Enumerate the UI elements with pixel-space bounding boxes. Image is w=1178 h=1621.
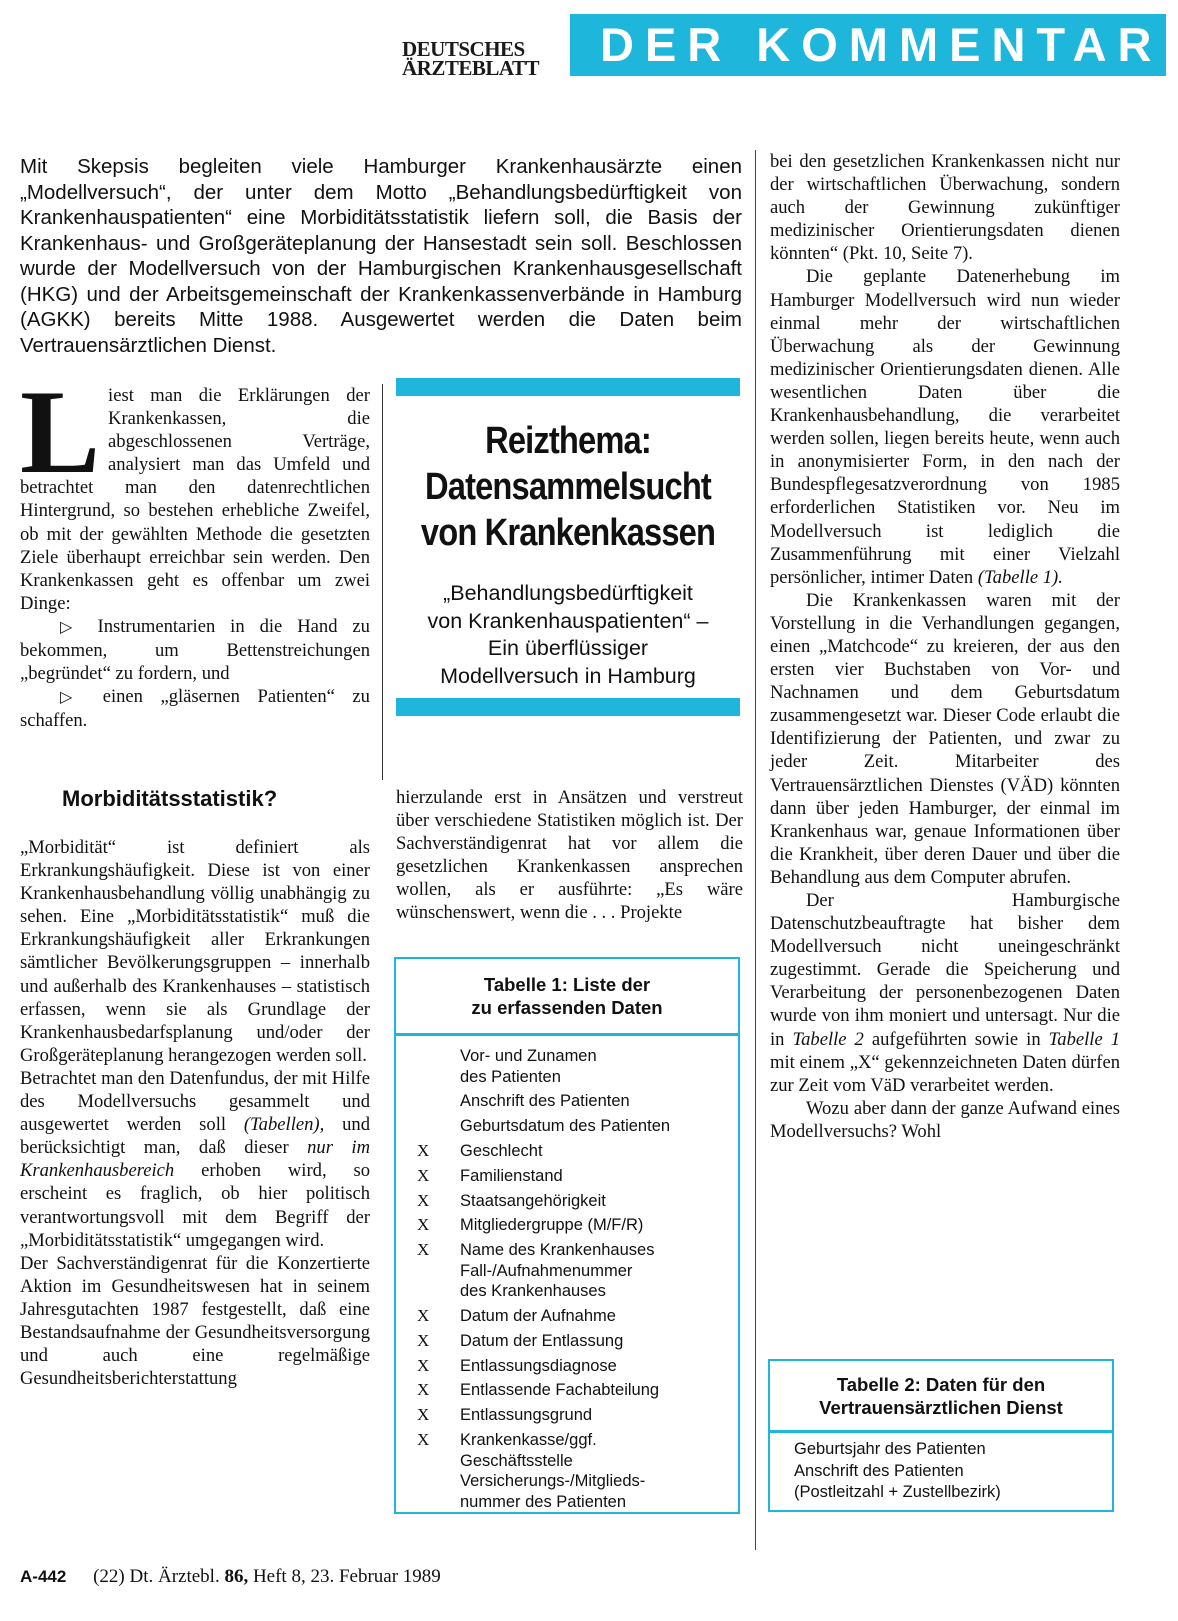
accent-bar bbox=[396, 378, 740, 396]
text-run: Betrachtet man den Datenfundus, der mit Hilfe des Modellversuchs gesammelt und ausgewertet werden soll bbox=[20, 1067, 370, 1136]
page-footer bbox=[20, 1566, 441, 1588]
masthead-line2: ÄRZTEBLATT bbox=[402, 56, 539, 80]
article-paragraph: Die Krankenkassen waren mit der Vorstellung in die Verhandlungen gegangen, einen „Matchcode“ zu kreieren, der aus den ersten vier Buchstaben von Vor- und Nachnamen und dem Geburtsdatum zusammengesetzt war. Dieser Code erlaubt die Identifizierung der Patienten, und zwar zu jeder Zeit. Mitarbeiter des Vertrauensärztlichen Dienstes (VÄD) könnten dann über jeden Hamburger, der einmal im Krankenhaus war, genaue Informationen über die Krankheit, über deren Dauer und über die Behandlung aus dem Computer abrufen. bbox=[770, 589, 1120, 888]
subheadline-line: „Behandlungsbedürftigkeit bbox=[443, 581, 693, 605]
column-divider bbox=[755, 150, 756, 1550]
headline-line: von Krankenkassen bbox=[420, 512, 716, 554]
table-body bbox=[396, 1036, 738, 1512]
x-mark: X bbox=[417, 1240, 430, 1260]
table-cell: Geburtsdatum des Patienten bbox=[460, 1117, 671, 1136]
table-cell: Staatsangehörigkeit bbox=[460, 1191, 606, 1210]
table-row bbox=[396, 1380, 738, 1401]
text-run: und berücksichtigt man, daß dieser bbox=[20, 1114, 370, 1159]
table-row bbox=[396, 1046, 738, 1087]
table-cell: Krankenkasse/ggf. bbox=[460, 1430, 597, 1449]
masthead-logo bbox=[402, 37, 557, 80]
table-cell: Geburtsjahr des Patienten bbox=[794, 1440, 986, 1458]
table-cell: Geschäftsstelle bbox=[460, 1451, 573, 1470]
x-mark: X bbox=[417, 1429, 430, 1449]
table-cell: nummer des Patienten bbox=[460, 1492, 627, 1511]
data-table-2 bbox=[768, 1359, 1114, 1512]
article-paragraph bbox=[770, 889, 1120, 1097]
table-cell: Geschlecht bbox=[460, 1141, 543, 1160]
citation-text: (22) Dt. Ärztebl. bbox=[93, 1566, 220, 1587]
bullet-text: Instrumentarien in die Hand zu bekommen, um Bettenstreichungen „begründet“ zu fordern, und bbox=[20, 615, 370, 685]
emphasis-text: Tabelle 2 bbox=[792, 1028, 864, 1050]
table-title-line: zu erfassenden Daten bbox=[471, 997, 663, 1018]
article-paragraph: bei den gesetzlichen Krankenkassen nicht nur der wirtschaftlichen Überwachung, sondern auch der Gewinnung zukünftiger medizinischer Orientierungsdaten dienen könnten“ (Pkt. 10, Seite 7). bbox=[770, 151, 1120, 265]
text-run: Die geplante Datenerhebung im Hamburger Modellversuch wird nun wieder einmal mehr der wirtschaftlichen Überwachung als der Gewinnung medizinischer Orientierungsdaten dienen. Alle wesentlichen Daten über die Krankenhausbehandlung, die verarbeitet werden sollen, liegen bereits heute, wenn auch in anonymisierter Form, in den nach der Bundespflegesatzverordnung von 1985 erforderlichen Statistiken vor. Neu im Modellversuch ist lediglich die Zusammenführung mit einer Vielzahl persönlicher, intimer Daten bbox=[770, 266, 1120, 588]
article-headline bbox=[415, 418, 721, 556]
article-paragraph: „Morbidität“ ist definiert als Erkrankungshäufigkeit. Diese ist von einer Krankenhausbehandlung völlig unabhängig zu sehen. Eine „Morbiditätsstatistik“ muß die Erkrankungshäufigkeit aller Erkrankungen sämtlicher Bevölkerungsgruppen – innerhalb und außerhalb des Krankenhauses – statistisch erfassen, wenn sie als Grundlage der Krankenhausbedarfsplanung und/oder der Großgeräteplanung herangezogen werden soll. bbox=[20, 837, 370, 1066]
accent-bar bbox=[396, 698, 740, 716]
page-number: A-442 bbox=[20, 1567, 67, 1586]
x-mark: X bbox=[417, 1140, 430, 1160]
headline-line: Reizthema: bbox=[485, 420, 651, 462]
emphasis-text: nur im Krankenhausbereich bbox=[20, 1137, 370, 1182]
x-mark: X bbox=[417, 1190, 430, 1210]
headline-line: Datensammelsucht bbox=[425, 466, 711, 508]
table-cell: des Krankenhauses bbox=[460, 1282, 606, 1301]
table-cell: Datum der Aufnahme bbox=[460, 1307, 616, 1326]
citation-text: Heft 8, 23. Februar 1989 bbox=[252, 1566, 441, 1587]
table-row bbox=[396, 1331, 738, 1352]
article-column-2 bbox=[396, 786, 743, 925]
section-banner: DER KOMMENTAR bbox=[570, 14, 1166, 76]
table-row bbox=[396, 1405, 738, 1426]
table-cell: Mitgliedergruppe (M/F/R) bbox=[460, 1216, 644, 1235]
table-cell: Entlassungsgrund bbox=[460, 1406, 593, 1425]
table-row bbox=[396, 1240, 738, 1302]
table-title bbox=[396, 959, 738, 1036]
text-run: mit einem „X“ gekennzeichneten Daten dürfen zur Zeit vom VäD verarbeitet werden. bbox=[770, 1051, 1120, 1096]
text-run: erhoben wird, so erscheint es fraglich, ob hier politisch verantwortungsvoll mit dem Begriff der „Morbiditätsstatistik“ umgegangen wird. bbox=[20, 1160, 370, 1251]
table-row bbox=[396, 1356, 738, 1377]
table-title-line: Tabelle 2: Daten für den bbox=[836, 1374, 1046, 1395]
table-title-line: Tabelle 1: Liste der bbox=[483, 974, 651, 995]
table-row bbox=[396, 1215, 738, 1236]
table-row bbox=[396, 1166, 738, 1187]
bullet-text: einen „gläsernen Patienten“ zu schaffen. bbox=[20, 686, 370, 732]
emphasis-text: (Tabellen), bbox=[243, 1114, 325, 1136]
table-row bbox=[396, 1430, 738, 1512]
article-paragraph: hierzulande erst in Ansätzen und verstreut über verschiedene Statistiken möglich ist. Der Sachverständigenrat hat vor allem die gesetzlichen Krankenkassen ansprechen wollen, als er ausführte: „Es wäre wünschenswert, wenn die . . . Projekte bbox=[396, 787, 743, 924]
article-subheadline bbox=[390, 580, 746, 690]
table-row bbox=[396, 1091, 738, 1112]
emphasis-text: Tabelle 1 bbox=[1048, 1028, 1120, 1050]
table-row bbox=[396, 1191, 738, 1212]
text-run: Der Hamburgische Datenschutzbeauftragte hat bisher dem Modellversuch nicht uneingeschränkt zugestimmt. Gerade die Speicherung und Verarbeitung der personenbezogenen Daten wurde von ihm moniert und untersagt. Nur die in bbox=[770, 890, 1120, 1050]
article-column-1-continued bbox=[20, 836, 370, 1390]
text-run: aufgeführten sowie in bbox=[871, 1028, 1041, 1050]
table-row bbox=[396, 1116, 738, 1137]
subheadline-line: von Krankenhauspatienten“ – bbox=[427, 608, 709, 633]
table-cell: Vor- und Zunamen bbox=[460, 1047, 597, 1065]
table-cell: Anschrift des Patienten bbox=[794, 1461, 964, 1480]
table-title bbox=[770, 1361, 1112, 1433]
bullet-item bbox=[20, 685, 370, 732]
article-column-1 bbox=[20, 365, 370, 732]
article-paragraph: Wozu aber dann der ganze Aufwand eines Modellversuchs? Wohl bbox=[770, 1097, 1120, 1142]
table-body bbox=[770, 1433, 1112, 1504]
table-row bbox=[396, 1306, 738, 1327]
table-cell: Entlassende Fachabteilung bbox=[460, 1381, 660, 1400]
x-mark: X bbox=[417, 1306, 430, 1326]
article-paragraph bbox=[770, 265, 1120, 588]
table-cell: (Postleitzahl + Zustellbezirk) bbox=[794, 1483, 1001, 1501]
section-heading: Morbiditätsstatistik? bbox=[62, 786, 278, 811]
triangle-bullet-icon: ▷ bbox=[60, 689, 86, 707]
table-cell: Entlassungsdiagnose bbox=[460, 1356, 617, 1375]
drop-cap: L bbox=[20, 365, 101, 498]
lead-paragraph: Mit Skepsis begleiten viele Hamburger Krankenhausärzte einen „Modellversuch“, der unter dem Motto „Behandlungsbedürftigkeit von Krankenhauspatienten“ eine Morbiditätsstatistik liefern soll, die Basis der Krankenhaus- und Großgeräteplanung der Hansestadt sein soll. Beschlossen wurde der Modellversuch von der Hamburgischen Krankenhausgesellschaft (HKG) und der Arbeitsgemeinschaft der Krankenkassenverbände in Hamburg (AGKK) bereits Mitte 1988. Ausgewertet werden die Daten beim Vertrauensärztlichen Dienst. bbox=[20, 155, 742, 357]
x-mark: X bbox=[417, 1380, 430, 1400]
x-mark: X bbox=[417, 1405, 430, 1425]
bullet-item bbox=[20, 615, 370, 685]
column-divider bbox=[382, 384, 383, 780]
table-cell: Anschrift des Patienten bbox=[460, 1092, 630, 1111]
article-intro: iest man die Erklärungen der Krankenkassen, die abgeschlossenen Verträge, analysiert man das Umfeld und betrachtet man den datenrechtlichen Hintergrund, so bestehen erhebliche Zweifel, ob mit der gewählten Methode die gesetzten Ziele überhaupt erreichbar sein werden. Den Krankenkassen geht es offenbar um zwei Dinge: bbox=[20, 385, 370, 614]
volume-number: 86, bbox=[224, 1566, 249, 1587]
x-mark: X bbox=[417, 1355, 430, 1375]
x-mark: X bbox=[417, 1215, 430, 1235]
x-mark: X bbox=[417, 1330, 430, 1350]
table-cell: Versicherungs-/Mitglieds- bbox=[460, 1472, 646, 1491]
subheadline-line: Modellversuch in Hamburg bbox=[440, 663, 696, 688]
article-paragraph: Der Sachverständigenrat für die Konzertierte Aktion im Gesundheitswesen hat in seinem Jahresgutachten 1987 festgestellt, daß eine Bestandsaufnahme der Gesundheitsversorgung und auch eine regelmäßige Gesundheitsberichterstattung bbox=[20, 1252, 370, 1390]
table-cell: Name des Krankenhauses bbox=[460, 1241, 655, 1260]
table-cell: des Patienten bbox=[460, 1067, 561, 1086]
table-cell: Familienstand bbox=[460, 1166, 563, 1185]
emphasis-text: (Tabelle 1). bbox=[977, 566, 1063, 588]
data-table-1 bbox=[394, 957, 740, 1514]
table-cell: Datum der Entlassung bbox=[460, 1331, 624, 1350]
table-cell: Fall-/Aufnahmenummer bbox=[460, 1261, 633, 1280]
table-row bbox=[396, 1141, 738, 1162]
x-mark: X bbox=[417, 1165, 430, 1185]
triangle-bullet-icon: ▷ bbox=[60, 618, 83, 636]
article-column-3 bbox=[770, 150, 1120, 1143]
article-paragraph bbox=[20, 1067, 370, 1252]
subheadline-line: Ein überflüssiger bbox=[487, 636, 649, 660]
masthead-line1: DEUTSCHES bbox=[402, 37, 525, 61]
table-title-line: Vertrauensärztlichen Dienst bbox=[819, 1397, 1063, 1418]
